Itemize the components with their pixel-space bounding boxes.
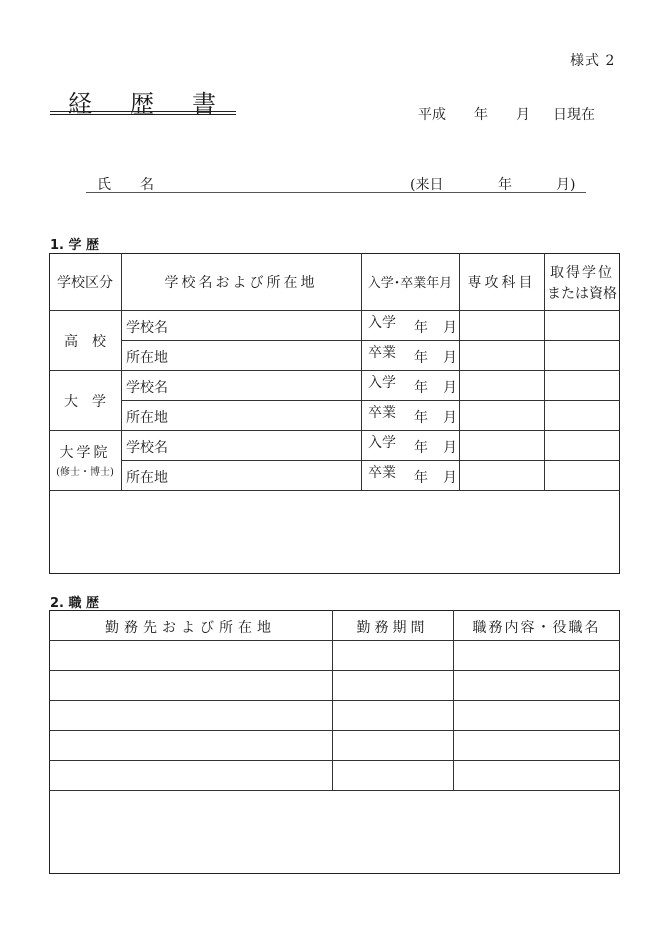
school-name-label: 学校名: [126, 440, 168, 456]
category-graduate-note: (修士・博士): [56, 467, 114, 478]
category-university: 大 学: [64, 394, 106, 410]
enter-label: 入学: [368, 435, 396, 451]
arrival-label: (来日: [410, 177, 444, 193]
date-era: 平成: [418, 107, 446, 123]
period-field[interactable]: [335, 763, 451, 788]
enter-label: 入学: [368, 375, 396, 391]
enter-month: 月: [443, 380, 457, 396]
table-rule: [121, 460, 620, 461]
table-rule: [453, 610, 454, 790]
header-major: 専攻科目: [467, 275, 536, 291]
name-underline: [86, 192, 586, 193]
career-notes-area[interactable]: [52, 793, 617, 871]
arrival-month: 月): [556, 177, 576, 193]
enter-year: 年: [414, 440, 428, 456]
career-heading: 2. 職 歴: [50, 596, 100, 611]
table-rule: [121, 400, 620, 401]
enter-year: 年: [414, 380, 428, 396]
header-employer: 勤務先および所在地: [105, 620, 276, 636]
table-rule: [49, 640, 620, 641]
table-rule: [49, 430, 620, 431]
graduate-label: 卒業: [368, 465, 396, 481]
table-rule: [49, 790, 620, 791]
header-school-name: 学校名および所在地: [164, 275, 318, 291]
graduate-month: 月: [443, 410, 457, 426]
table-rule: [49, 670, 620, 671]
duties-field[interactable]: [456, 673, 617, 698]
graduate-year: 年: [414, 410, 428, 426]
period-field[interactable]: [335, 703, 451, 728]
employer-field[interactable]: [52, 763, 330, 788]
table-rule: [49, 730, 620, 731]
graduate-label: 卒業: [368, 405, 396, 421]
category-high-school: 高 校: [64, 334, 106, 350]
table-rule: [49, 700, 620, 701]
school-name-label: 学校名: [126, 320, 168, 336]
period-field[interactable]: [335, 673, 451, 698]
header-duties: 職務内容・役職名: [472, 620, 601, 636]
employer-field[interactable]: [52, 643, 330, 668]
header-period: 勤務期間: [356, 620, 429, 636]
graduate-month: 月: [443, 350, 457, 366]
enter-month: 月: [443, 320, 457, 336]
period-field[interactable]: [335, 643, 451, 668]
duties-field[interactable]: [456, 643, 617, 668]
name-field[interactable]: [148, 174, 408, 192]
employer-field[interactable]: [52, 733, 330, 758]
name-label-1: 氏: [97, 177, 111, 193]
title-char: 歴: [130, 90, 156, 118]
table-rule: [49, 760, 620, 761]
header-degree-line2: または資格: [547, 286, 617, 302]
graduate-month: 月: [443, 470, 457, 486]
name-label-2: 名: [140, 177, 154, 193]
table-rule: [49, 370, 620, 371]
enter-month: 月: [443, 440, 457, 456]
arrival-year: 年: [498, 177, 512, 193]
school-address-label: 所在地: [126, 410, 168, 426]
header-degree-line1: 取得学位: [550, 265, 614, 281]
enter-label: 入学: [368, 315, 396, 331]
header-school-category: 学校区分: [57, 275, 113, 291]
employer-field[interactable]: [52, 673, 330, 698]
title-char: 経: [68, 90, 94, 118]
duties-field[interactable]: [456, 763, 617, 788]
header-dates: 入学･卒業年月: [367, 276, 453, 291]
table-rule: [332, 610, 333, 790]
duties-field[interactable]: [456, 703, 617, 728]
form-number: 様式 2: [570, 53, 616, 69]
table-rule: [121, 340, 620, 341]
duties-field[interactable]: [456, 733, 617, 758]
table-rule: [49, 490, 620, 491]
enter-year: 年: [414, 320, 428, 336]
title-underline: [50, 114, 236, 115]
school-name-label: 学校名: [126, 380, 168, 396]
date-year: 年: [474, 107, 488, 123]
title-underline: [50, 111, 236, 112]
table-rule: [49, 310, 620, 311]
school-address-label: 所在地: [126, 470, 168, 486]
date-month: 月: [516, 107, 530, 123]
graduate-label: 卒業: [368, 345, 396, 361]
employer-field[interactable]: [52, 703, 330, 728]
title-char: 書: [192, 90, 218, 118]
category-graduate-school: 大学院: [59, 445, 111, 461]
education-heading: 1. 学 歴: [50, 238, 100, 253]
school-address-label: 所在地: [126, 350, 168, 366]
date-suffix: 日現在: [553, 107, 595, 123]
graduate-year: 年: [414, 350, 428, 366]
period-field[interactable]: [335, 733, 451, 758]
graduate-year: 年: [414, 470, 428, 486]
education-notes-area[interactable]: [52, 493, 617, 571]
